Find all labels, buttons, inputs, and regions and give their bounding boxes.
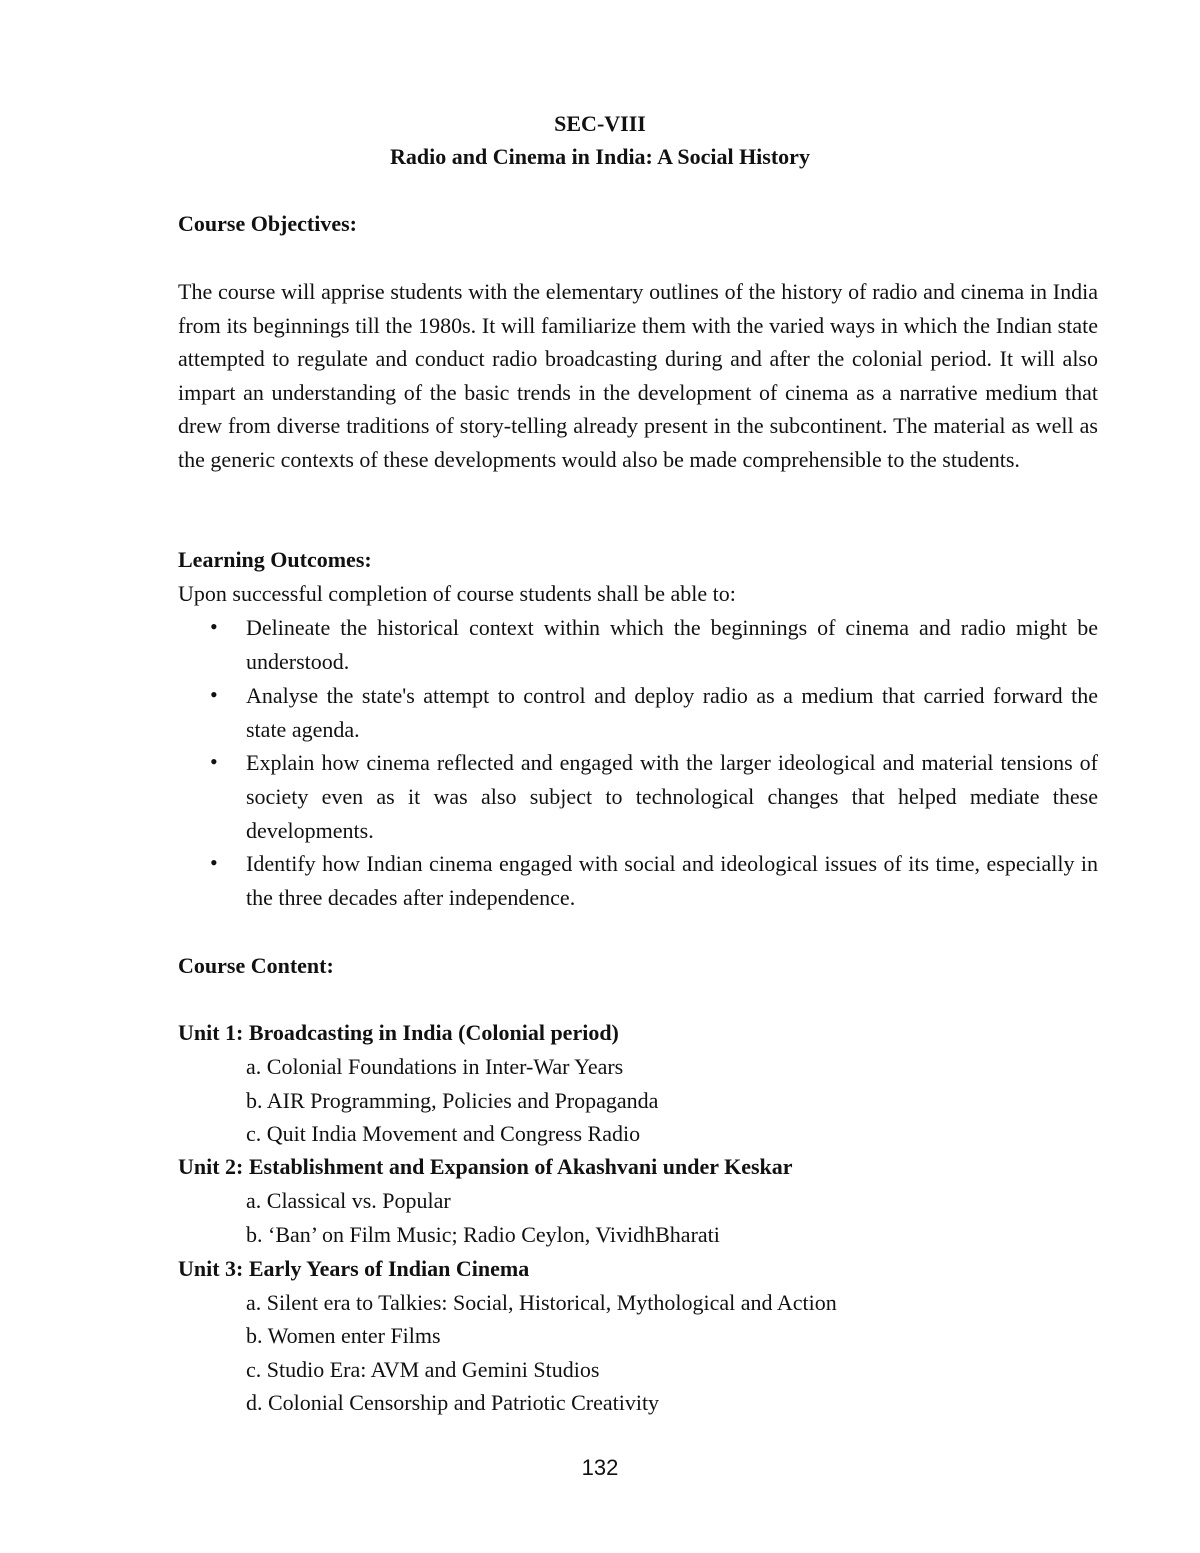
unit-3-item: c. Studio Era: AVM and Gemini Studios (246, 1357, 600, 1382)
outcome-item: Delineate the historical context within which the beginnings of cinema and radio might be understood. (246, 615, 1098, 674)
content-heading: Course Content: (178, 953, 334, 978)
unit-1-item: a. Colonial Foundations in Inter-War Years (246, 1054, 624, 1079)
unit-3-item: a. Silent era to Talkies: Social, Historical, Mythological and Action (246, 1290, 837, 1315)
unit-2-item: b. ‘Ban’ on Film Music; Radio Ceylon, VividhBharati (246, 1222, 720, 1247)
bullet-icon: • (210, 749, 218, 774)
unit-3-item: b. Women enter Films (246, 1323, 441, 1348)
page-number: 132 (581, 1455, 619, 1480)
bullet-icon: • (210, 614, 218, 639)
unit-2-item: a. Classical vs. Popular (246, 1188, 451, 1213)
unit-1-item: b. AIR Programming, Policies and Propaganda (246, 1088, 659, 1113)
outcomes-intro: Upon successful completion of course students shall be able to: (178, 581, 736, 606)
bullet-icon: • (210, 682, 218, 707)
bullet-icon: • (210, 850, 218, 875)
page-title: Radio and Cinema in India: A Social History (390, 144, 810, 169)
unit-2-title: Unit 2: Establishment and Expansion of Akashvani under Keskar (178, 1154, 793, 1179)
unit-1-item: c. Quit India Movement and Congress Radio (246, 1121, 641, 1146)
unit-1-title: Unit 1: Broadcasting in India (Colonial period) (178, 1020, 619, 1045)
unit-3-item: d. Colonial Censorship and Patriotic Creativity (246, 1390, 660, 1415)
outcomes-heading: Learning Outcomes: (178, 547, 372, 572)
outcome-item: Analyse the state's attempt to control and deploy radio as a medium that carried forward the state agenda. (246, 683, 1098, 742)
outcome-item: Explain how cinema reflected and engaged with the larger ideological and material tensions of society even as it was also subject to technological changes that helped mediate these developments. (246, 750, 1098, 843)
section-code: SEC-VIII (554, 111, 646, 136)
unit-3-title: Unit 3: Early Years of Indian Cinema (178, 1256, 530, 1281)
outcome-item: Identify how Indian cinema engaged with social and ideological issues of its time, especially in the three decades after independence. (246, 851, 1098, 910)
objectives-paragraph: The course will apprise students with the elementary outlines of the history of radio and cinema in India from its beginnings till the 1980s. It will familiarize them with the varied ways in which the Indian state attempted to regulate and conduct radio broadcasting during and after the colonial period. It will also impart an understanding of the basic trends in the development of cinema as a narrative medium that drew from diverse traditions of story-telling already present in the subcontinent. The material as well as the generic contexts of these developments would also be made comprehensible to the students. (178, 279, 1098, 472)
objectives-heading: Course Objectives: (178, 211, 358, 236)
